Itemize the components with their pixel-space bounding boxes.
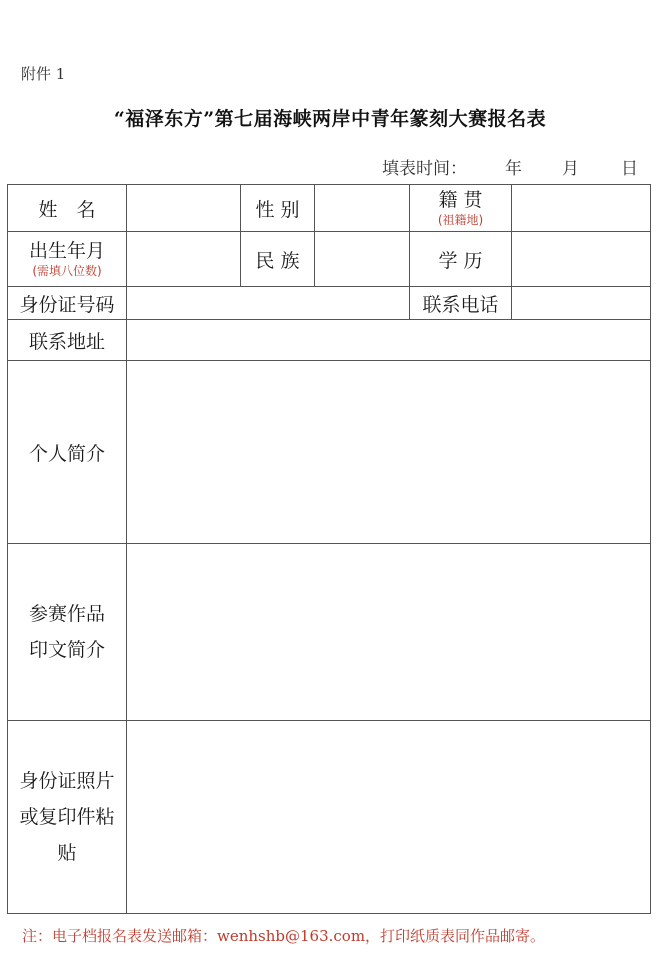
name-label: 姓 名 — [8, 185, 127, 232]
work-intro-field[interactable] — [127, 544, 651, 721]
native-place-note: (祖籍地) — [437, 212, 484, 227]
id-photo-label-1: 身份证照片 — [19, 770, 115, 792]
year-label: 年 — [505, 159, 522, 179]
work-intro-cell — [8, 544, 127, 721]
id-number-field[interactable] — [127, 287, 410, 320]
address-field[interactable] — [127, 320, 651, 361]
birth-field[interactable] — [127, 232, 241, 287]
phone-field[interactable] — [512, 287, 651, 320]
phone-label: 联系电话 — [410, 287, 512, 320]
id-photo-label-2: 或复印件粘 — [19, 806, 115, 828]
education-label: 学 历 — [410, 232, 512, 287]
row-address — [8, 320, 651, 361]
form-title: “福泽东方”第七届海峡两岸中青年篆刻大赛报名表 — [113, 108, 547, 130]
native-place-cell — [410, 185, 512, 232]
id-photo-label-3: 贴 — [57, 842, 77, 864]
birth-label: 出生年月 — [28, 239, 105, 262]
work-intro-label-2: 印文简介 — [28, 639, 105, 661]
row-work — [8, 544, 651, 721]
ethnicity-field[interactable] — [315, 232, 410, 287]
id-photo-field[interactable] — [127, 721, 651, 914]
row-bio — [8, 361, 651, 544]
education-field[interactable] — [512, 232, 651, 287]
native-place-field[interactable] — [512, 185, 651, 232]
attachment-label: 附件 1 — [21, 65, 66, 83]
row-name — [8, 185, 651, 232]
row-birth — [8, 232, 651, 287]
bio-field[interactable] — [127, 361, 651, 544]
fill-date-label: 填表时间： — [382, 159, 467, 179]
address-label: 联系地址 — [8, 320, 127, 361]
native-place-label: 籍 贯 — [438, 188, 483, 211]
ethnicity-label: 民 族 — [241, 232, 315, 287]
name-field[interactable] — [127, 185, 241, 232]
birth-note: (需填八位数) — [32, 263, 102, 278]
gender-field[interactable] — [315, 185, 410, 232]
bio-label: 个人简介 — [8, 361, 127, 544]
id-photo-cell — [8, 721, 127, 914]
birth-cell — [8, 232, 127, 287]
row-id — [8, 287, 651, 320]
gender-label: 性 别 — [241, 185, 315, 232]
registration-form-table — [7, 184, 651, 914]
row-photo — [8, 721, 651, 914]
month-label: 月 — [562, 159, 579, 179]
footer-note: 注：电子档报名表发送邮箱：wenhshb@163.com，打印纸质表同作品邮寄。 — [22, 927, 546, 945]
day-label: 日 — [621, 159, 638, 179]
fill-date-line — [382, 154, 638, 179]
work-intro-label-1: 参赛作品 — [28, 603, 105, 625]
id-number-label: 身份证号码 — [8, 287, 127, 320]
